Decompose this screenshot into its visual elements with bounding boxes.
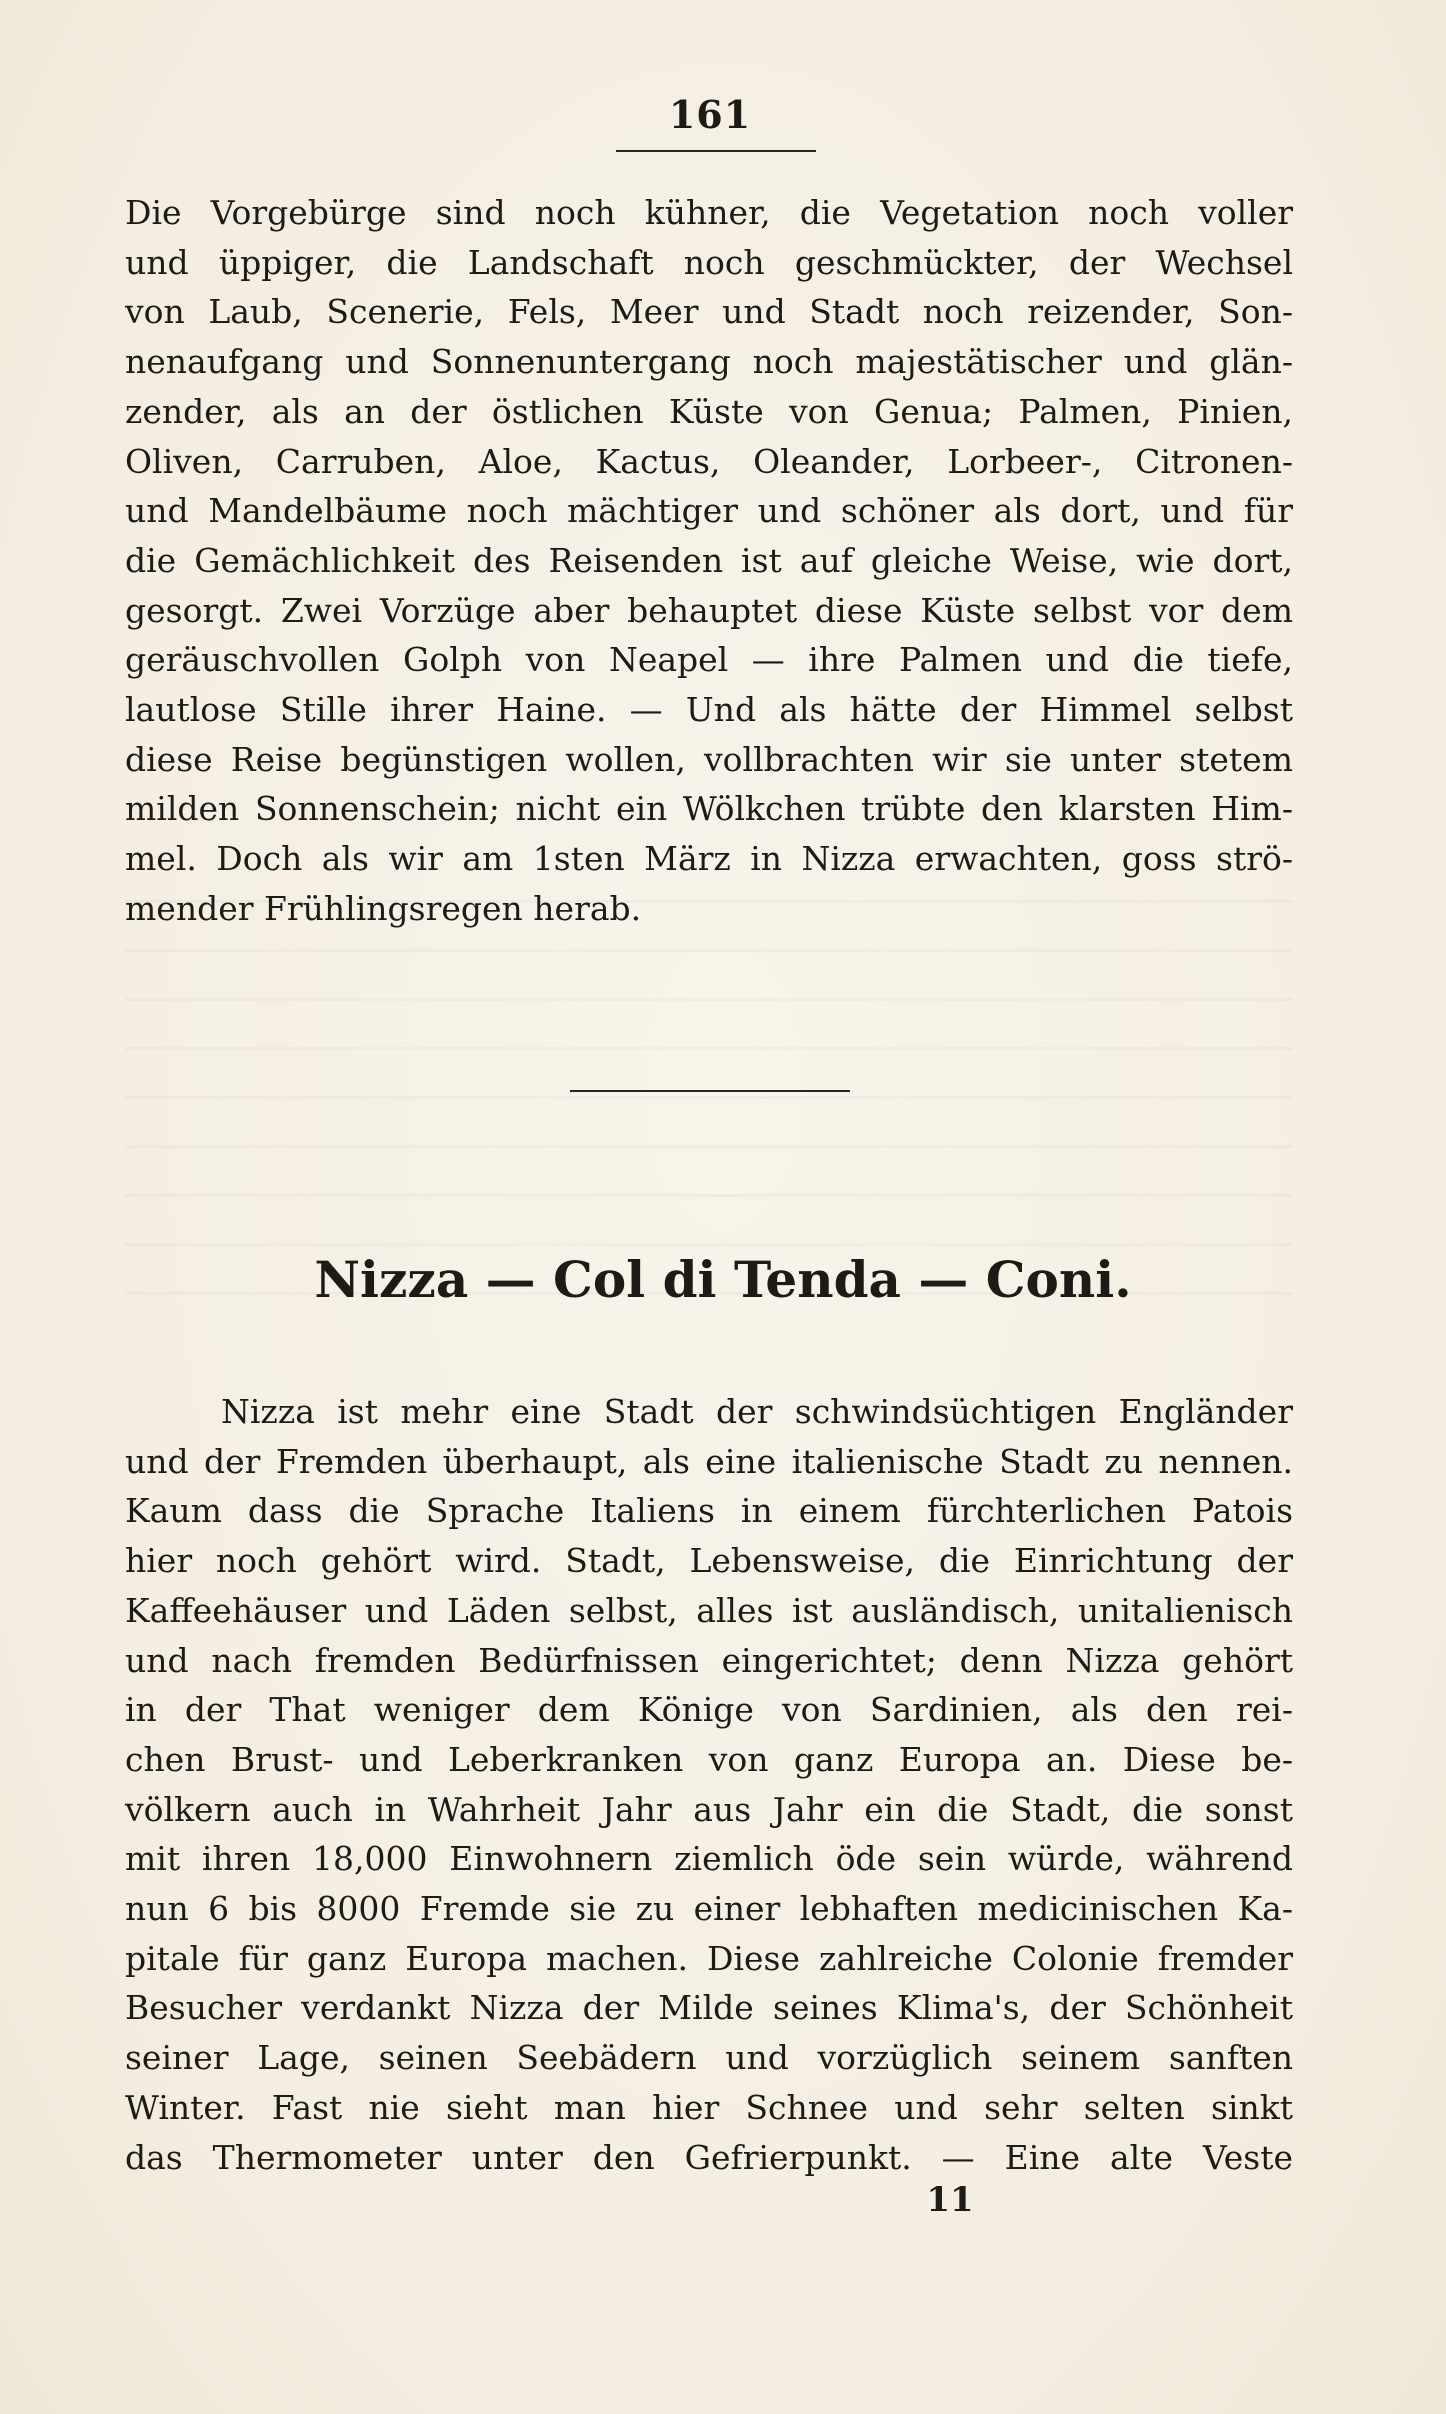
text-line: seiner Lage, seinen Seebädern und vorzüglich seinem sanften (125, 2038, 1293, 2078)
text-line: Die Vorgebürge sind noch kühner, die Vegetation noch voller (125, 193, 1293, 232)
text-line: pitale für ganz Europa machen. Diese zahlreiche Colonie fremder (125, 1938, 1293, 1978)
page-number: 161 (668, 92, 752, 137)
text-line: diese Reise begünstigen wollen, vollbrachten wir sie unter stetem (125, 739, 1293, 779)
text-line: milden Sonnenschein; nicht ein Wölkchen trübte den klarsten Him- (125, 789, 1293, 829)
text-line: von Laub, Scenerie, Fels, Meer und Stadt noch reizender, Son- (125, 292, 1293, 332)
text-line: und Mandelbäume noch mächtiger und schöner als dort, und für (125, 491, 1293, 531)
section-heading: Nizza — Col di Tenda — Coni. (314, 1250, 1132, 1309)
text-line: mit ihren 18,000 Einwohnern ziemlich öde sein würde, während (125, 1839, 1293, 1879)
text-line: lautlose Stille ihrer Haine. — Und als hätte der Himmel selbst (125, 690, 1293, 730)
text-line: und nach fremden Bedürfnissen eingerichtet; denn Nizza gehört (125, 1640, 1293, 1680)
text-line: Besucher verdankt Nizza der Milde seines Klima's, der Schönheit (125, 1988, 1293, 2028)
text-line: und üppiger, die Landschaft noch geschmückter, der Wechsel (125, 242, 1293, 282)
text-line: chen Brust- und Leberkranken von ganz Europa an. Diese be- (125, 1739, 1293, 1779)
text-line: Kaffeehäuser und Läden selbst, alles ist ausländisch, unitalienisch (125, 1590, 1293, 1630)
text-line: nenaufgang und Sonnenuntergang noch majestätischer und glän- (125, 342, 1293, 382)
text-line: Nizza ist mehr eine Stadt der schwindsüchtigen Engländer (221, 1392, 1293, 1431)
text-line: Winter. Fast nie sieht man hier Schnee und sehr selten sinkt (125, 2087, 1293, 2127)
text-line: mender Frühlingsregen herab. (125, 888, 642, 928)
text-line: in der That weniger dem Könige von Sardinien, als den rei- (125, 1690, 1293, 1730)
text-line: die Gemächlichkeit des Reisenden ist auf gleiche Weise, wie dort, (125, 540, 1293, 580)
header-rule (616, 150, 816, 152)
signature-mark: 11 (926, 2180, 974, 2220)
top-paragraph (125, 188, 1293, 934)
bottom-paragraph (125, 1387, 1293, 2182)
text-line: hier noch gehört wird. Stadt, Lebensweise, die Einrichtung der (125, 1541, 1293, 1581)
section-divider (570, 1090, 850, 1092)
text-line: Kaum dass die Sprache Italiens in einem fürchterlichen Patois (125, 1491, 1293, 1531)
text-line: völkern auch in Wahrheit Jahr aus Jahr ein die Stadt, die sonst (125, 1789, 1293, 1829)
text-line: und der Fremden überhaupt, als eine italienische Stadt zu nennen. (125, 1441, 1293, 1481)
text-line: zender, als an der östlichen Küste von Genua; Palmen, Pinien, (125, 391, 1293, 431)
text-line: Oliven, Carruben, Aloe, Kactus, Oleander, Lorbeer-, Citronen- (125, 441, 1293, 481)
text-line: geräuschvollen Golph von Neapel — ihre Palmen und die tiefe, (125, 640, 1293, 680)
text-line: nun 6 bis 8000 Fremde sie zu einer lebhaften medicinischen Ka- (125, 1889, 1293, 1929)
text-line: gesorgt. Zwei Vorzüge aber behauptet diese Küste selbst vor dem (125, 590, 1293, 630)
text-line: mel. Doch als wir am 1sten März in Nizza erwachten, goss strö- (125, 839, 1293, 879)
text-line: das Thermometer unter den Gefrierpunkt. — Eine alte Veste (125, 2137, 1293, 2177)
